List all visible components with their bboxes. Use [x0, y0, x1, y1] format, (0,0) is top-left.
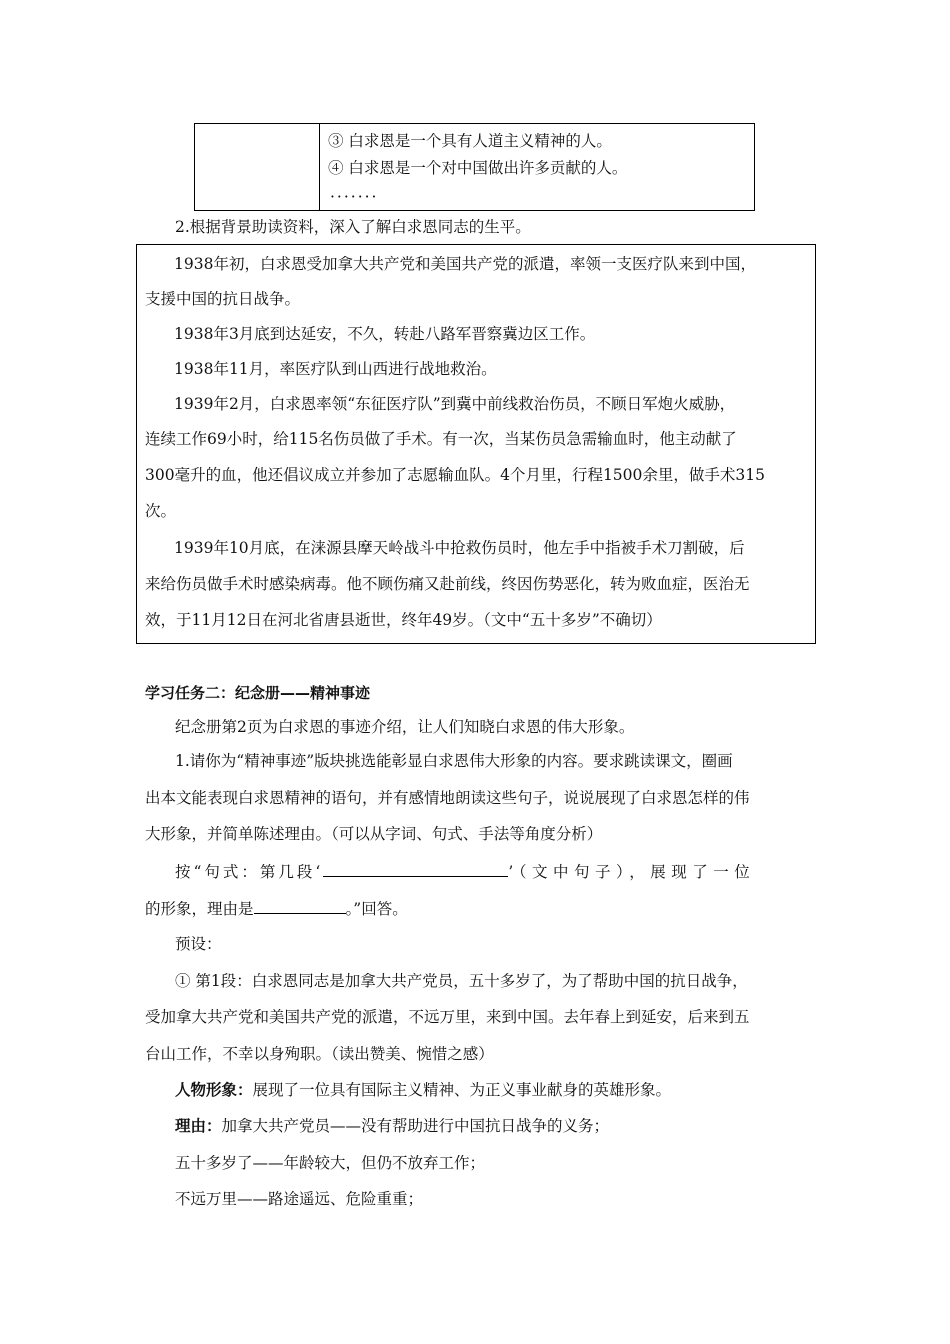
bio-p5-line1: 1939年10月底，在涞源县摩天岭战斗中抢救伤员时，他左手中指被手术刀割破，后 [174, 539, 745, 557]
image-text: 展现了一位具有国际主义精神、为正义事业献身的英雄形象。 [252, 1081, 672, 1099]
format-line-2 [145, 897, 408, 920]
bio-p4-line1: 1939年2月，白求恩率领“东征医疗队”到冀中前线救治伤员，不顾日军炮火威胁， [174, 395, 736, 413]
bio-p1-line2: 支援中国的抗日战争。 [145, 290, 301, 308]
task2-q1-line3: 大形象，并简单陈述理由。（可以从字词、句式、手法等角度分析） [145, 825, 603, 843]
task2-q1-line2: 出本文能表现白求恩精神的语句，并有感情地朗读这些句子，说说展现了白求恩怎样的伟 [145, 789, 750, 807]
bio-p4-line4: 次。 [145, 502, 177, 520]
reason-line [175, 1115, 609, 1137]
bio-p5-line3: 效，于11月12日在河北省唐县逝世，终年49岁。（文中“五十多岁”不确切） [145, 611, 662, 629]
bio-p1-line1: 1938年初，白求恩受加拿大共产党和美国共产党的派遣，率领一支医疗队来到中国， [174, 255, 756, 273]
bio-p5-line2: 来给伤员做手术时感染病毒。他不顾伤痛又赴前线，终因伤势恶化，转为败血症，医治无 [145, 575, 750, 593]
bio-p2: 1938年3月底到达延安，不久，转赴八路军晋察冀边区工作。 [174, 325, 596, 343]
preset-label: 预设： [175, 935, 222, 953]
table-item-3: ③ 白求恩是一个具有人道主义精神的人。 [328, 132, 612, 150]
table-divider [319, 124, 320, 210]
task2-intro: 纪念册第2页为白求恩的事迹介绍，让人们知晓白求恩的伟大形象。 [175, 718, 635, 736]
bio-p4-line2: 连续工作69小时，给115名伤员做了手术。有一次，当某伤员急需输血时，他主动献了 [145, 430, 737, 448]
task2-heading: 学习任务二：纪念册——精神事迹 [145, 684, 371, 702]
format-part-d: 。”回答。 [345, 900, 408, 918]
reason-2: 五十多岁了——年龄较大，但仍不放弃工作； [175, 1154, 486, 1172]
answer1-line1: ① 第1段：白求恩同志是加拿大共产党员，五十多岁了，为了帮助中国的抗日战争， [175, 972, 748, 990]
task1-question-2: 2.根据背景助读资料，深入了解白求恩同志的生平。 [175, 218, 531, 236]
bio-p3: 1938年11月，率医疗队到山西进行战地救治。 [174, 360, 497, 378]
reason-1: 加拿大共产党员——没有帮助进行中国抗日战争的义务； [221, 1117, 610, 1135]
table-item-4: ④ 白求恩是一个对中国做出许多贡献的人。 [328, 159, 628, 177]
reason-3: 不远万里——路途遥远、危险重重； [175, 1190, 424, 1208]
answer1-line3: 台山工作，不幸以身殉职。（读出赞美、惋惜之感） [145, 1045, 494, 1063]
format-part-a: 按“句式：第几段‘ [175, 863, 324, 881]
format-part-c: 的形象，理由是 [145, 900, 254, 918]
format-line-1 [175, 860, 755, 883]
image-label: 人物形象： [175, 1081, 253, 1099]
answer-blank-sentence[interactable] [323, 860, 508, 877]
image-line [175, 1079, 671, 1101]
answer1-line2: 受加拿大共产党和美国共产党的派遣，不远万里，来到中国。去年春上到延安，后来到五 [145, 1008, 750, 1026]
answer-blank-reason[interactable] [254, 897, 346, 914]
table-ellipsis: ······· [330, 188, 379, 206]
format-part-b: ’（文中句子），展现了一位 [508, 863, 756, 881]
task2-q1-line1: 1.请你为“精神事迹”版块挑选能彰显白求恩伟大形象的内容。要求跳读课文，圈画 [175, 752, 733, 770]
bio-p4-line3: 300毫升的血，他还倡议成立并参加了志愿输血队。4个月里，行程1500余里，做手术315 [145, 466, 765, 484]
reason-label: 理由： [175, 1117, 222, 1135]
